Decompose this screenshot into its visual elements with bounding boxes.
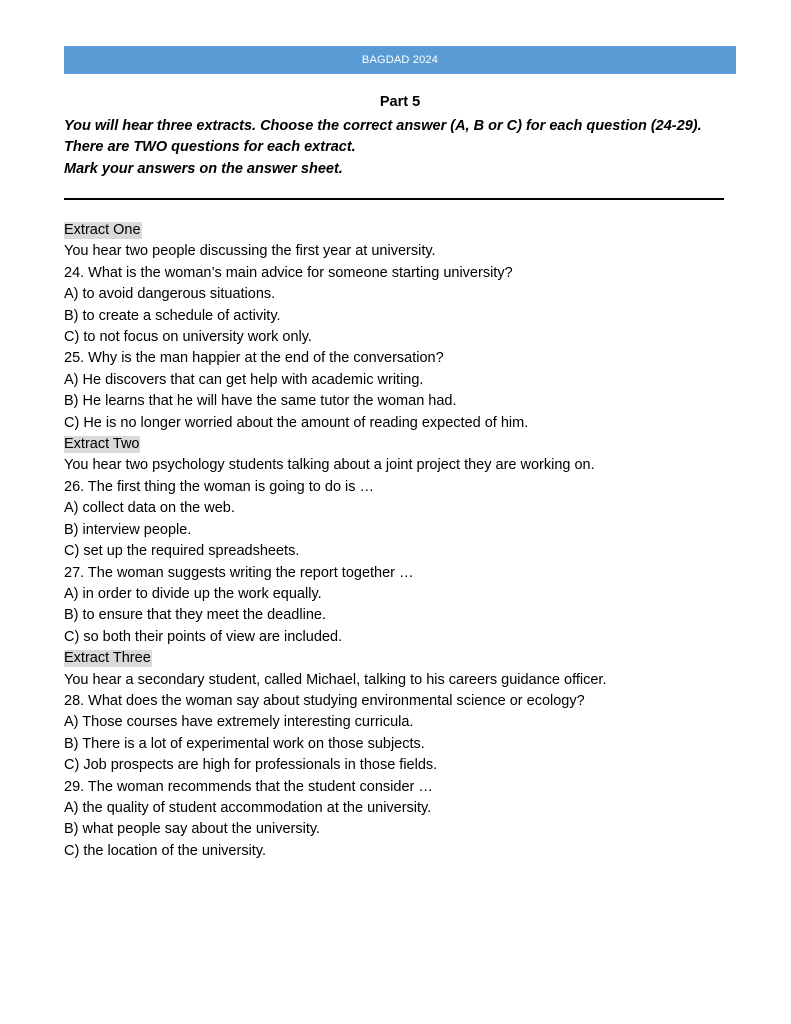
question-29-option-a: A) the quality of student accommodation at the university. bbox=[64, 799, 432, 816]
question-28-option-c: C) Job prospects are high for professionals in those fields. bbox=[64, 757, 438, 774]
question-24: 24. What is the woman’s main advice for someone starting university? bbox=[64, 264, 513, 281]
question-26-option-c: C) set up the required spreadsheets. bbox=[64, 543, 300, 560]
question-29-option-b: B) what people say about the university. bbox=[64, 821, 321, 838]
question-25-option-b: B) He learns that he will have the same tutor the woman had. bbox=[64, 393, 457, 410]
header-title: BAGDAD 2024 bbox=[361, 54, 439, 66]
extract-two bbox=[64, 434, 764, 648]
header-band bbox=[64, 46, 736, 74]
question-28: 28. What does the woman say about studying environmental science or ecology? bbox=[64, 692, 585, 709]
extract-one bbox=[64, 220, 764, 434]
question-27-option-a: A) in order to divide up the work equally. bbox=[64, 585, 322, 602]
instruction-line: You will hear three extracts. Choose the correct answer (A, B or C) for each question (24-29). bbox=[64, 118, 702, 134]
divider-rule bbox=[64, 198, 724, 200]
extract-heading-label: Extract Three bbox=[64, 650, 151, 667]
question-28-option-a: A) Those courses have extremely interesting curricula. bbox=[64, 714, 414, 731]
question-26: 26. The first thing the woman is going to do is … bbox=[64, 478, 375, 495]
extract-heading-label: Extract One bbox=[64, 222, 141, 238]
question-29-option-c: C) the location of the university. bbox=[64, 842, 267, 859]
extract-heading-label: Extract Two bbox=[64, 436, 140, 453]
extract-heading bbox=[64, 434, 764, 455]
question-25-option-a: A) He discovers that can get help with academic writing. bbox=[64, 371, 424, 388]
question-24-option-c: C) to not focus on university work only. bbox=[64, 329, 312, 346]
extract-heading bbox=[64, 220, 764, 241]
extract-intro: You hear a secondary student, called Michael, talking to his careers guidance officer. bbox=[64, 671, 607, 688]
question-25: 25. Why is the man happier at the end of the conversation? bbox=[64, 350, 444, 367]
extract-three bbox=[64, 648, 764, 862]
extract-heading bbox=[64, 648, 764, 669]
question-27: 27. The woman suggests writing the report together … bbox=[64, 564, 414, 581]
question-26-option-a: A) collect data on the web. bbox=[64, 500, 235, 517]
instructions bbox=[64, 116, 744, 180]
question-24-option-a: A) to avoid dangerous situations. bbox=[64, 286, 276, 303]
extract-intro: You hear two psychology students talking about a joint project they are working on. bbox=[64, 457, 595, 474]
question-27-option-c: C) so both their points of view are included. bbox=[64, 628, 343, 645]
part-title: Part 5 bbox=[379, 94, 421, 110]
question-24-option-b: B) to create a schedule of activity. bbox=[64, 307, 281, 324]
extracts-section bbox=[64, 220, 764, 862]
instruction-line: There are TWO questions for each extract. bbox=[64, 139, 356, 156]
question-28-option-b: B) There is a lot of experimental work on those subjects. bbox=[64, 735, 425, 752]
instruction-line: Mark your answers on the answer sheet. bbox=[64, 160, 343, 177]
question-29: 29. The woman recommends that the student consider … bbox=[64, 778, 433, 795]
question-26-option-b: B) interview people. bbox=[64, 521, 192, 538]
extract-intro: You hear two people discussing the first year at university. bbox=[64, 243, 436, 260]
question-25-option-c: C) He is no longer worried about the amount of reading expected of him. bbox=[64, 414, 529, 431]
question-27-option-b: B) to ensure that they meet the deadline. bbox=[64, 607, 326, 624]
